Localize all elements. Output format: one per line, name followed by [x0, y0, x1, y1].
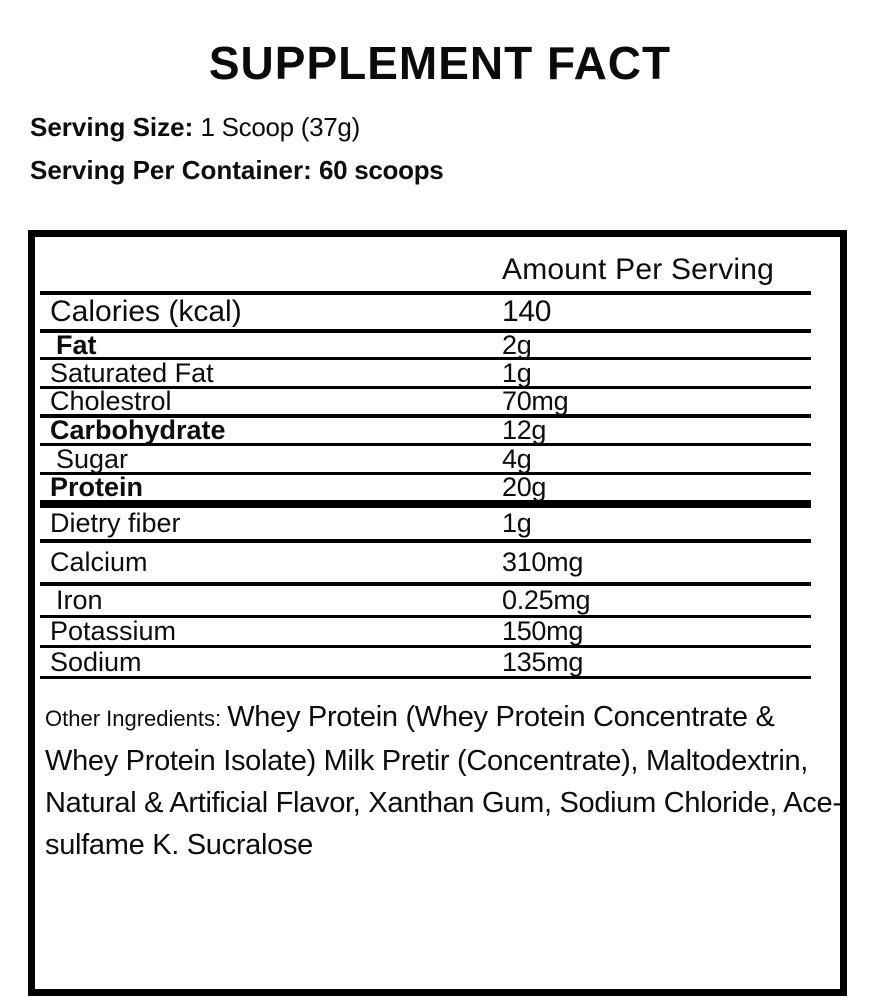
row-label: Sodium	[50, 646, 142, 677]
row-value: 2g	[502, 329, 532, 360]
other-ingredients-label: Other Ingredients:	[45, 706, 228, 731]
table-row-dietry-fiber	[40, 508, 811, 543]
row-value: 12g	[502, 415, 547, 445]
serving-per-container-label: Serving Per Container:	[30, 155, 319, 185]
row-value: 1g	[502, 357, 532, 388]
table-row-sodium	[40, 648, 811, 679]
row-value: 1g	[502, 508, 532, 538]
table-row-iron	[40, 586, 811, 618]
row-value: 0.25mg	[502, 585, 591, 615]
table-row-carbohydrate	[40, 415, 811, 446]
serving-per-container-line	[30, 155, 443, 186]
serving-size-line	[30, 112, 360, 143]
row-label: Dietry fiber	[50, 508, 181, 538]
row-label: Saturated Fat	[50, 357, 214, 388]
supplement-facts-panel	[28, 230, 847, 996]
table-row-calories	[40, 295, 811, 333]
table-row-calcium	[40, 543, 811, 586]
ingredients-line: Whey Protein Isolate) Milk Pretir (Concentrate), Maltodextrin,	[45, 745, 809, 777]
row-label: Potassium	[50, 616, 177, 646]
serving-size-value: 1 Scoop (37g)	[200, 112, 360, 142]
row-value: 4g	[502, 443, 532, 474]
row-value: 140	[502, 295, 552, 328]
row-label: Calcium	[50, 547, 148, 577]
row-label: Protein	[50, 472, 144, 502]
serving-size-label: Serving Size:	[30, 112, 201, 142]
row-label: Sugar	[56, 443, 129, 474]
table-row-fat	[40, 329, 811, 360]
ingredients-line: sulfame K. Sucralose	[45, 829, 314, 861]
table-row-saturated-fat	[40, 357, 811, 389]
table-row-potassium	[40, 618, 811, 648]
row-value: 135mg	[502, 646, 584, 677]
row-label: Fat	[56, 329, 97, 360]
table-row-sugar	[40, 443, 811, 475]
row-label: Cholestrol	[50, 386, 172, 416]
amount-per-serving-header: Amount Per Serving	[502, 253, 775, 286]
table-row-cholestrol	[40, 386, 811, 418]
row-value: 20g	[502, 472, 547, 502]
table-header-row	[40, 237, 811, 295]
row-label: Carbohydrate	[50, 415, 226, 445]
ingredients-line: Whey Protein (Whey Protein Concentrate &	[227, 701, 775, 733]
ingredients-line: Natural & Artificial Flavor, Xanthan Gum, Sodium Chloride, Ace-	[45, 787, 842, 819]
page-title: SUPPLEMENT FACT	[208, 37, 672, 89]
row-value: 150mg	[502, 616, 584, 646]
serving-per-container-value: 60 scoops	[318, 155, 444, 185]
row-label: Iron	[56, 585, 103, 615]
row-value: 310mg	[502, 547, 584, 577]
table-row-protein	[40, 472, 811, 508]
row-value: 70mg	[502, 386, 569, 416]
other-ingredients-paragraph	[45, 696, 842, 866]
row-label: Calories (kcal)	[50, 295, 242, 328]
